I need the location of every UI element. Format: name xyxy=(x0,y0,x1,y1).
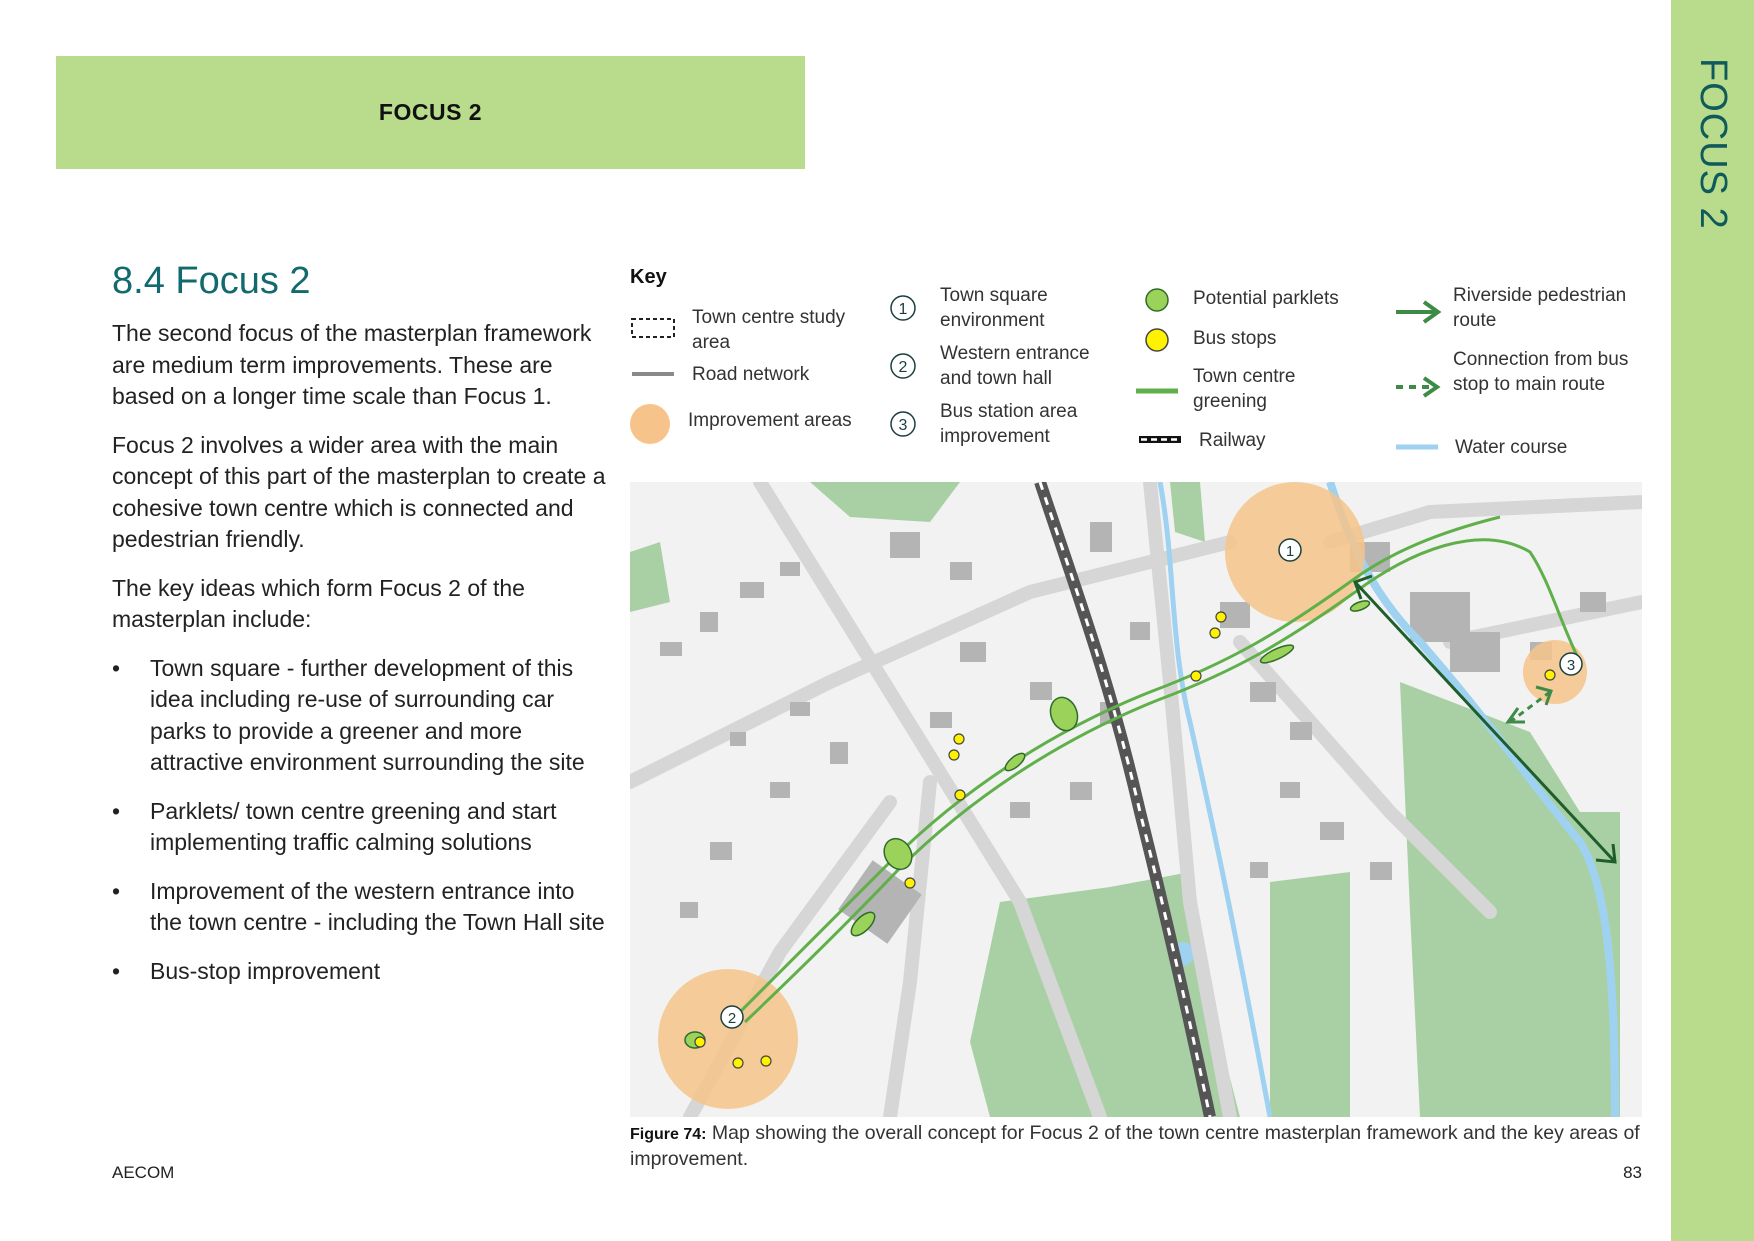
bullet-mark: • xyxy=(112,654,121,681)
header-band xyxy=(56,56,805,169)
list-item-text: Bus-stop improvement xyxy=(150,957,381,984)
list-item-text: Improvement of the western entrance into the town centre - including the Town Hall site xyxy=(150,877,605,935)
caption-text: Map showing the overall concept for Focus 2 of the town centre masterplan framework and the key areas of improvement. xyxy=(630,1122,1640,1170)
number-1-icon xyxy=(889,294,917,322)
key-study-area: Town centre study area xyxy=(692,307,846,353)
key-railway: Railway xyxy=(1199,430,1266,451)
section-title: 8.4 Focus 2 xyxy=(112,260,311,302)
bullet-mark: • xyxy=(112,957,121,984)
caption-label: Figure 74: xyxy=(630,1126,707,1143)
footer-company: AECOM xyxy=(112,1163,175,1182)
key-parklets: Potential parklets xyxy=(1193,288,1339,309)
park-area-central xyxy=(1270,872,1350,1117)
map-marker-3-label: 3 xyxy=(1566,657,1576,674)
key-western-entrance: Western entrance and town hall xyxy=(940,343,1090,389)
improvement-area-symbol xyxy=(628,402,672,446)
key-bus-stops: Bus stops xyxy=(1193,328,1277,349)
list-item-text: Parklets/ town centre greening and start implementing traffic calming solutions xyxy=(150,797,557,855)
greening-symbol xyxy=(1134,385,1182,397)
bus-stop-symbol xyxy=(1144,327,1170,353)
body-text xyxy=(112,318,612,1004)
list-item xyxy=(112,956,612,988)
map-marker-3 xyxy=(1560,653,1582,675)
riverside-route-arrow-icon xyxy=(1394,298,1444,326)
map-marker-1-label: 1 xyxy=(1285,543,1295,560)
map-marker-2-label: 2 xyxy=(727,1010,737,1027)
number-2-icon xyxy=(889,352,917,380)
water-course-symbol xyxy=(1394,441,1444,453)
road-network-symbol xyxy=(630,368,678,380)
parklet-symbol xyxy=(1144,287,1170,313)
paragraph-1: The second focus of the masterplan framework are medium term improvements. These are based on a longer time scale than Focus 1. xyxy=(112,320,592,409)
connection-arrow-icon xyxy=(1394,373,1444,401)
key-num-2: 2 xyxy=(898,359,908,376)
number-3-icon xyxy=(889,410,917,438)
list-item xyxy=(112,876,612,939)
key-water-course: Water course xyxy=(1455,437,1568,458)
railway-symbol xyxy=(1137,434,1185,446)
key-riverside-route: Riverside pedestrian route xyxy=(1453,285,1627,331)
bullet-mark: • xyxy=(112,797,121,824)
key-ideas-list xyxy=(112,653,612,988)
map-marker-1 xyxy=(1279,539,1301,561)
key-num-1: 1 xyxy=(898,301,908,318)
study-area-symbol xyxy=(630,316,678,340)
key-title: Key xyxy=(630,266,667,288)
concept-map-svg xyxy=(630,482,1642,1117)
page-number: 83 xyxy=(1623,1163,1642,1182)
paragraph-3: The key ideas which form Focus 2 of the masterplan include: xyxy=(112,574,525,632)
key-connection: Connection from bus stop to main route xyxy=(1453,349,1629,395)
key-road-network: Road network xyxy=(692,364,810,385)
list-item-text: Town square - further development of this idea including re-use of surrounding car parks to provide a greener and more attractive environment surrounding the site xyxy=(150,654,585,775)
key-town-square: Town square environment xyxy=(940,285,1048,331)
figure-caption xyxy=(630,1121,1650,1172)
side-tab-label-wrap xyxy=(1671,0,1754,300)
concept-map xyxy=(630,482,1642,1117)
map-marker-2 xyxy=(721,1006,743,1028)
paragraph-2: Focus 2 involves a wider area with the main concept of this part of the masterplan to create a cohesive town centre which is connected and pedestrian friendly. xyxy=(112,431,606,552)
key-bus-station: Bus station area improvement xyxy=(940,401,1078,447)
key-num-3: 3 xyxy=(898,417,908,434)
list-item xyxy=(112,796,612,859)
key-improvement-areas: Improvement areas xyxy=(688,410,852,431)
header-band-label: FOCUS 2 xyxy=(378,99,483,125)
key-greening: Town centre greening xyxy=(1193,366,1296,412)
bullet-mark: • xyxy=(112,877,121,904)
side-tab-label: FOCUS 2 xyxy=(1692,58,1734,230)
list-item xyxy=(112,653,612,779)
